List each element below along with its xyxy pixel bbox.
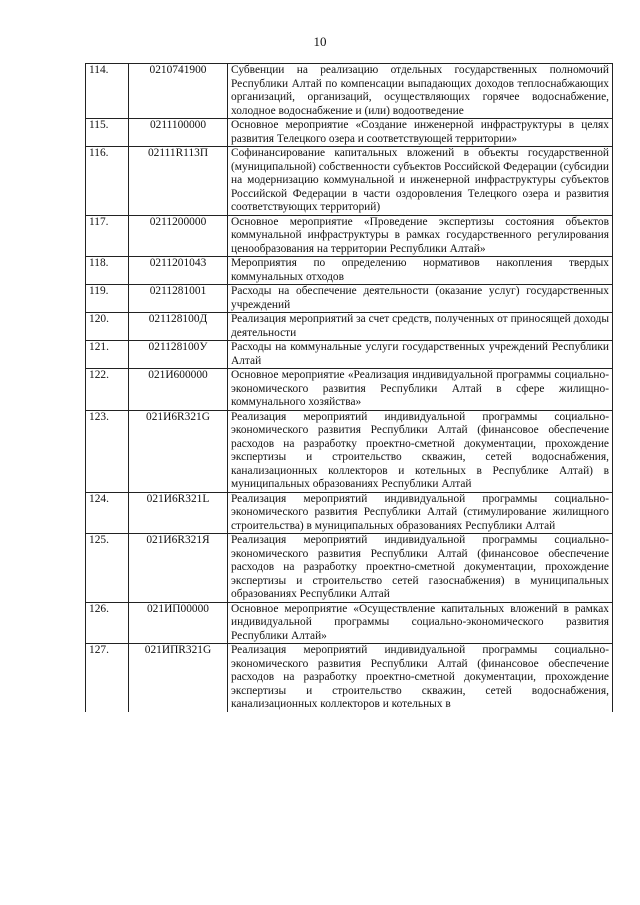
table-row [86, 64, 613, 119]
table-row [86, 492, 613, 534]
row-number: 117. [86, 215, 129, 257]
row-description: Софинансирование капитальных вложений в объекты государственной (муниципальной) собственности субъектов Российской Федерации (субсидии на модернизацию коммунальной и инженерной инфраструктуры субъектов Российской Федерации в части оздоровления Телецкого озера и развития соответствующих территорий) [228, 147, 613, 216]
table-row [86, 147, 613, 216]
row-description: Реализация мероприятий индивидуальной программы социально-экономического развития Республики Алтай (стимулирование жилищного строительства) в муниципальных образованиях Республики Алтай [228, 492, 613, 534]
row-number: 119. [86, 285, 129, 313]
row-number: 115. [86, 119, 129, 147]
table-row [86, 410, 613, 492]
row-number: 124. [86, 492, 129, 534]
row-description: Реализация мероприятий индивидуальной программы социально-экономического развития Республики Алтай (финансовое обеспечение расходов на разработку проектно-сметной документации, прохождение экспертизы и строительство скважин, сетей водоснабжения, канализационных коллекторов и котельных в Республике Алтай) в муниципальных образованиях Республики Алтай [228, 410, 613, 492]
table-row [86, 369, 613, 411]
page-number: 10 [313, 34, 327, 49]
row-description: Основное мероприятие «Осуществление капитальных вложений в рамках индивидуальной программы социально-экономического развития Республики Алтай» [228, 602, 613, 644]
row-description: Субвенции на реализацию отдельных государственных полномочий Республики Алтай по компенсации выпадающих доходов теплоснабжающих организаций, организаций, осуществляющих горячее водоснабжение, холодное водоснабжение и (или) водоотведение [228, 64, 613, 119]
table-row [86, 313, 613, 341]
row-code: 0211200000 [129, 215, 228, 257]
row-number: 114. [86, 64, 129, 119]
row-code: 021И6R321G [129, 410, 228, 492]
table-row [86, 215, 613, 257]
row-description: Расходы на коммунальные услуги государственных учреждений Республики Алтай [228, 341, 613, 369]
budget-classification-table [85, 63, 613, 712]
row-code: 021И600000 [129, 369, 228, 411]
row-description: Расходы на обеспечение деятельности (оказание услуг) государственных учреждений [228, 285, 613, 313]
row-description: Мероприятия по определению нормативов накопления твердых коммунальных отходов [228, 257, 613, 285]
row-code: 021128100У [129, 341, 228, 369]
row-number: 127. [86, 644, 129, 712]
row-code: 0210741900 [129, 64, 228, 119]
row-code: 021ИПR321G [129, 644, 228, 712]
row-description: Реализация мероприятий индивидуальной программы социально-экономического развития Республики Алтай (финансовое обеспечение расходов на разработку проектно-сметной документации, прохождение экспертизы и строительство скважин, сетей водоснабжения, канализационных коллекторов и котельных в [228, 644, 613, 712]
table-row [86, 534, 613, 603]
row-description: Реализация мероприятий индивидуальной программы социально-экономического развития Республики Алтай (финансовое обеспечение расходов на разработку проектно-сметной документации, прохождение экспертизы и строительство сетей газоснабжения) в муниципальных образованиях Республики Алтай [228, 534, 613, 603]
row-number: 120. [86, 313, 129, 341]
row-number: 121. [86, 341, 129, 369]
row-code: 0211281001 [129, 285, 228, 313]
row-number: 125. [86, 534, 129, 603]
row-code: 0211100000 [129, 119, 228, 147]
table-row [86, 285, 613, 313]
row-number: 116. [86, 147, 129, 216]
row-description: Основное мероприятие «Проведение экспертизы состояния объектов коммунальной инфраструктуры в рамках государственного регулирования ценообразования на территории Республики Алтай» [228, 215, 613, 257]
row-number: 123. [86, 410, 129, 492]
row-code: 021128100Д [129, 313, 228, 341]
row-number: 122. [86, 369, 129, 411]
row-description: Реализация мероприятий за счет средств, полученных от приносящей доходы деятельности [228, 313, 613, 341]
table-row [86, 602, 613, 644]
row-description: Основное мероприятие «Создание инженерной инфраструктуры в целях развития Телецкого озера и соответствующей территории» [228, 119, 613, 147]
table-body [86, 64, 613, 712]
row-code: 021И6R321Я [129, 534, 228, 603]
table-row [86, 644, 613, 712]
table-row [86, 341, 613, 369]
row-code: 0211201043 [129, 257, 228, 285]
row-number: 118. [86, 257, 129, 285]
row-code: 021И6R321L [129, 492, 228, 534]
table-row [86, 119, 613, 147]
table-row [86, 257, 613, 285]
row-code: 02111R113П [129, 147, 228, 216]
row-number: 126. [86, 602, 129, 644]
row-code: 021ИП00000 [129, 602, 228, 644]
row-description: Основное мероприятие «Реализация индивидуальной программы социально-экономического развития Республики Алтай в сфере жилищно-коммунального хозяйства» [228, 369, 613, 411]
